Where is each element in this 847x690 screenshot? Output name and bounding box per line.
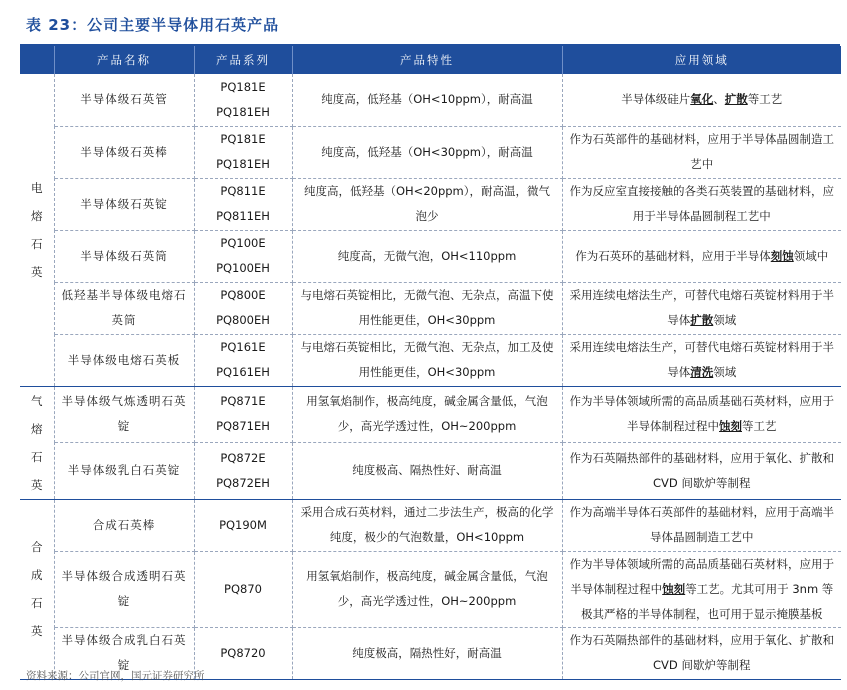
product-application: [562, 74, 841, 126]
product-name: 半导体级合成乳白石英锭: [54, 627, 194, 679]
product-feature: 纯度高，低羟基（OH<20ppm），耐高温，微气泡少: [292, 178, 562, 230]
table-row: [20, 334, 841, 386]
application-text: 采用连续电熔法生产，可替代电熔石英锭材料用于半导体: [569, 288, 834, 327]
product-feature: 纯度高，无微气泡，OH<110ppm: [292, 230, 562, 282]
application-text: 领域中: [793, 248, 829, 263]
product-series: [194, 282, 292, 334]
series-code: PQ161E: [220, 340, 266, 354]
application-keyword: 扩散: [690, 313, 714, 327]
group-char: 石: [31, 236, 43, 251]
source-note: 资料来源：公司官网，国元证券研究所: [26, 670, 205, 682]
product-name: 半导体级气炼透明石英锭: [54, 386, 194, 443]
group-label: [20, 386, 54, 499]
application-text: 采用连续电熔法生产，可替代电熔石英锭材料用于半导体: [569, 340, 834, 379]
series-code: PQ872E: [220, 450, 266, 465]
product-feature: 纯度极高，隔热性好，耐高温: [292, 627, 562, 679]
series-code: PQ8720: [220, 645, 266, 660]
product-application: [562, 230, 841, 282]
group-char: 英: [31, 264, 43, 279]
product-name: 低羟基半导体级电熔石英筒: [54, 282, 194, 334]
table-row: [20, 499, 841, 551]
application-text: 领域: [713, 313, 737, 327]
product-application: 作为高端半导体石英部件的基础材料，应用于高端半导体晶圆制造工艺中: [562, 499, 841, 551]
group-char: 电: [31, 180, 43, 195]
series-code: PQ811EH: [216, 209, 270, 223]
product-name: 半导体级石英管: [54, 74, 194, 126]
product-feature: 与电熔石英锭相比，无微气泡、无杂点，加工及使用性能更佳，OH<30ppm: [292, 334, 562, 386]
series-code: PQ181EH: [216, 157, 270, 171]
series-code: PQ872EH: [216, 475, 270, 490]
table-row: [20, 443, 841, 500]
application-text: 作为半导体领域所需的高品质基础石英材料，应用于半导体制程过程中: [569, 556, 834, 596]
series-code: PQ181E: [220, 79, 266, 94]
application-keyword: 蚀刻: [662, 581, 686, 596]
series-code: PQ181E: [220, 132, 266, 146]
table-row: [20, 126, 841, 178]
product-feature: 与电熔石英锭相比，无微气泡、无杂点，高温下使用性能更佳，OH<30ppm: [292, 282, 562, 334]
product-series: [194, 443, 292, 500]
product-series: [194, 126, 292, 178]
product-series: [194, 499, 292, 551]
product-name: 半导体级乳白石英锭: [54, 443, 194, 500]
application-keyword: 清洗: [690, 365, 714, 379]
product-name: 合成石英棒: [54, 499, 194, 551]
product-series: [194, 334, 292, 386]
group-char: 成: [31, 568, 43, 582]
application-text: 等工艺。尤其可用于 3nm 等极其严格的半导体制程，也可用于显示掩膜基板: [581, 581, 834, 621]
table-title: 表 23：公司主要半导体用石英产品: [26, 16, 280, 34]
table-row: [20, 74, 841, 126]
group-label: [20, 499, 54, 679]
group-char: 石: [31, 449, 43, 464]
product-application: [562, 282, 841, 334]
header-series: 产品系列: [194, 46, 292, 74]
product-application: 作为反应室直接接触的各类石英装置的基础材料，应用于半导体晶圆制程工艺中: [562, 178, 841, 230]
table-row: [20, 386, 841, 443]
product-application: 作为石英部件的基础材料，应用于半导体晶圆制造工艺中: [562, 126, 841, 178]
group-header: [20, 46, 54, 74]
application-keyword: 蚀刻: [719, 419, 742, 434]
series-code: PQ161EH: [216, 365, 270, 379]
group-label: [20, 74, 54, 386]
group-char: 气: [31, 393, 43, 408]
product-series: [194, 386, 292, 443]
product-name: 半导体级合成透明石英锭: [54, 551, 194, 627]
series-code: PQ100EH: [216, 261, 270, 275]
header-feature: 产品特性: [292, 46, 562, 74]
application-text: 等工艺: [742, 419, 777, 434]
series-code: PQ100E: [220, 236, 266, 250]
product-application: [562, 386, 841, 443]
product-feature: 纯度极高、隔热性好、耐高温: [292, 443, 562, 500]
table-row: [20, 282, 841, 334]
series-code: PQ811E: [220, 184, 266, 198]
group-char: 石: [31, 596, 43, 610]
application-text: 作为半导体领域所需的高品质基础石英材料，应用于半导体制程过程中: [569, 394, 834, 434]
header-name: 产品名称: [54, 46, 194, 74]
application-keyword: 刻蚀: [770, 248, 794, 263]
application-keyword: 扩散: [724, 92, 748, 107]
product-feature: 用氢氧焰制作，极高纯度，碱金属含量低，气泡少，高光学透过性，OH~200ppm: [292, 386, 562, 443]
series-code: PQ871E: [220, 394, 266, 409]
product-feature: 用氢氧焰制作，极高纯度，碱金属含量低，气泡少，高光学透过性，OH~200ppm: [292, 551, 562, 627]
product-application: 作为石英隔热部件的基础材料，应用于氧化、扩散和CVD 间歇炉等制程: [562, 443, 841, 500]
product-application: 作为石英隔热部件的基础材料，应用于氧化、扩散和CVD 间歇炉等制程: [562, 627, 841, 679]
header-application: 应用领域: [562, 46, 841, 74]
group-char: 英: [31, 624, 43, 638]
series-code: PQ870: [224, 581, 262, 596]
product-name: 半导体级石英锭: [54, 178, 194, 230]
series-code: PQ800E: [220, 288, 266, 302]
application-keyword: 氧化: [690, 92, 714, 107]
product-series: [194, 627, 292, 679]
product-name: 半导体级石英筒: [54, 230, 194, 282]
table-row: [20, 230, 841, 282]
product-feature: 采用合成石英材料，通过二步法生产，极高的化学纯度，极少的气泡数量，OH<10ppm: [292, 499, 562, 551]
group-char: 熔: [31, 208, 43, 223]
product-feature: 纯度高，低羟基（OH<10ppm），耐高温: [292, 74, 562, 126]
application-text: 作为石英环的基础材料，应用于半导体: [575, 248, 771, 263]
header-row: [20, 46, 841, 74]
product-application: [562, 334, 841, 386]
group-char: 熔: [31, 421, 43, 436]
product-name: 半导体级石英棒: [54, 126, 194, 178]
group-char: 英: [31, 477, 43, 492]
application-text: 半导体级硅片: [621, 92, 691, 107]
product-name: 半导体级电熔石英板: [54, 334, 194, 386]
application-text: 、: [713, 92, 725, 107]
application-text: 领域: [713, 365, 737, 379]
series-code: PQ800EH: [216, 313, 270, 327]
product-application: [562, 551, 841, 627]
product-series: [194, 230, 292, 282]
group-char: 合: [31, 540, 43, 554]
product-feature: 纯度高，低羟基（OH<30ppm），耐高温: [292, 126, 562, 178]
product-series: [194, 74, 292, 126]
series-code: PQ190M: [219, 517, 267, 532]
products-table: [20, 46, 841, 680]
table-row: [20, 551, 841, 627]
product-series: [194, 178, 292, 230]
series-code: PQ871EH: [216, 419, 270, 434]
product-series: [194, 551, 292, 627]
table-row: [20, 178, 841, 230]
application-text: 等工艺: [747, 92, 783, 107]
series-code: PQ181EH: [216, 104, 270, 119]
